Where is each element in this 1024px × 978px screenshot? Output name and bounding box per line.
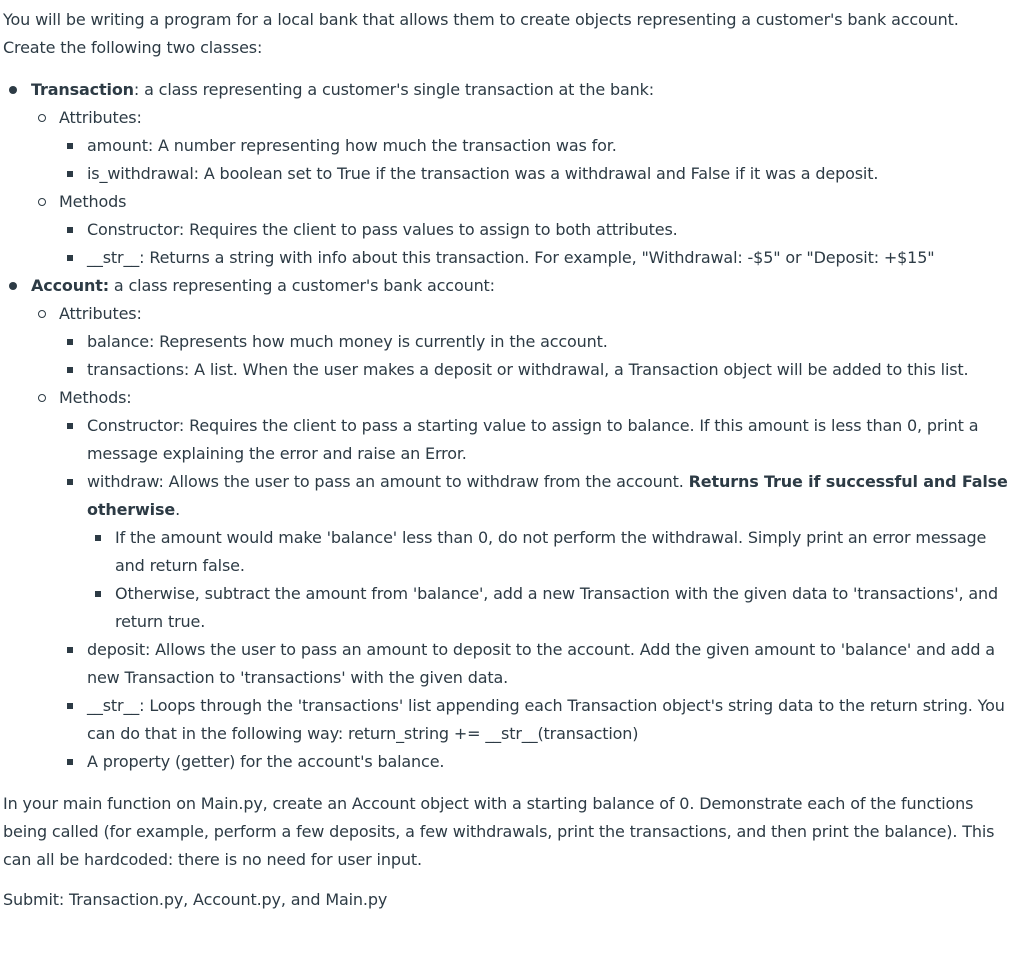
class-list — [3, 76, 1014, 776]
list-item: transactions: A list. When the user makes a deposit or withdrawal, a Transaction object will be added to this list. — [59, 356, 1014, 384]
list-item-withdraw — [59, 468, 1014, 636]
transaction-methods-section — [31, 188, 1014, 272]
list-item: If the amount would make 'balance' less than 0, do not perform the withdrawal. Simply print an error message and return false. — [87, 524, 1014, 580]
list-item: __str__: Returns a string with info about this transaction. For example, "Withdrawal: -$5" or "Deposit: +$15" — [59, 244, 1014, 272]
list-item: deposit: Allows the user to pass an amount to deposit to the account. Add the given amount to 'balance' and add a new Transaction to 'transactions' with the given data. — [59, 636, 1014, 692]
account-sections — [31, 300, 1014, 776]
withdraw-sub-list — [87, 524, 1014, 636]
transaction-class-item — [3, 76, 1014, 272]
outro-paragraph: In your main function on Main.py, create an Account object with a starting balance of 0. Demonstrate each of the functions being called (for example, perform a few deposits, a few withdrawals, print the transactions, and then print the balance). This can all be hardcoded: there is no need for user input. — [3, 794, 995, 869]
transaction-attributes-label: Attributes: — [59, 108, 142, 127]
transaction-methods-list — [59, 216, 1014, 272]
account-attributes-section — [31, 300, 1014, 384]
account-methods-label: Methods: — [59, 388, 132, 407]
account-class-name: Account: — [31, 276, 109, 295]
transaction-class-desc: : a class representing a customer's single transaction at the bank: — [133, 80, 654, 99]
transaction-attributes-list — [59, 132, 1014, 188]
list-item: is_withdrawal: A boolean set to True if the transaction was a withdrawal and False if it was a deposit. — [59, 160, 1014, 188]
transaction-class-name: Transaction — [31, 80, 134, 99]
list-item: amount: A number representing how much the transaction was for. — [59, 132, 1014, 160]
transaction-attributes-section — [31, 104, 1014, 188]
withdraw-bold-text: Returns True if successful and False otherwise — [87, 472, 1008, 519]
withdraw-text: withdraw: Allows the user to pass an amount to withdraw from the account. — [87, 472, 689, 491]
account-methods-list — [59, 412, 1014, 776]
account-attributes-label: Attributes: — [59, 304, 142, 323]
submit-paragraph: Submit: Transaction.py, Account.py, and Main.py — [3, 890, 388, 909]
list-item: __str__: Loops through the 'transactions' list appending each Transaction object's string data to the return string. You can do that in the following way: return_string += __str__(transaction) — [59, 692, 1014, 748]
account-methods-section — [31, 384, 1014, 776]
list-item: Otherwise, subtract the amount from 'balance', add a new Transaction with the given data to 'transactions', and return true. — [87, 580, 1014, 636]
account-attributes-list — [59, 328, 1014, 384]
list-item: A property (getter) for the account's balance. — [59, 748, 1014, 776]
account-class-item — [3, 272, 1014, 776]
list-item: Constructor: Requires the client to pass values to assign to both attributes. — [59, 216, 1014, 244]
transaction-methods-label: Methods — [59, 192, 127, 211]
intro-paragraph: You will be writing a program for a local bank that allows them to create objects representing a customer's bank account. Create the following two classes: — [3, 10, 959, 57]
withdraw-suffix: . — [175, 500, 181, 519]
account-class-desc: a class representing a customer's bank account: — [108, 276, 495, 295]
list-item: balance: Represents how much money is currently in the account. — [59, 328, 1014, 356]
list-item: Constructor: Requires the client to pass a starting value to assign to balance. If this amount is less than 0, print a message explaining the error and raise an Error. — [59, 412, 1014, 468]
transaction-sections — [31, 104, 1014, 272]
